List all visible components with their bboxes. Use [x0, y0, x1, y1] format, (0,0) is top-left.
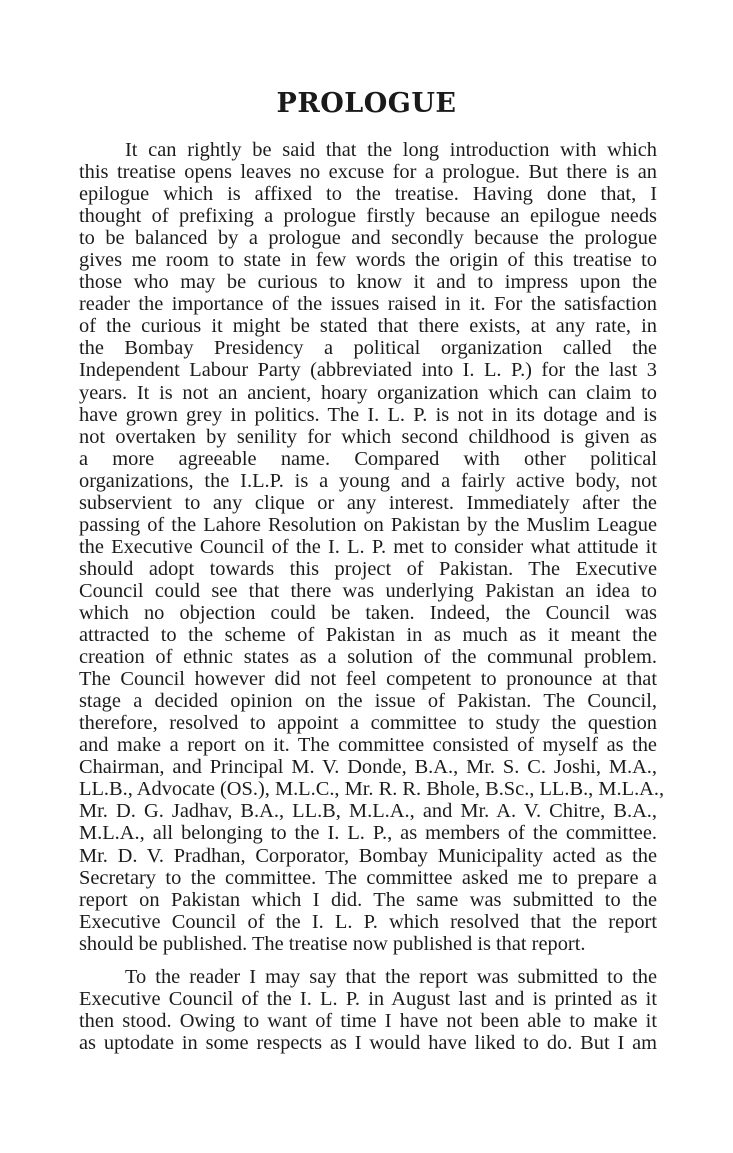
text-line: To the reader I may say that the report was submitted to the: [125, 966, 657, 988]
text-line: Council could see that there was underlying Pakistan an idea to: [79, 579, 657, 602]
text-line: the Bombay Presidency a political organization called the: [79, 337, 657, 360]
text-line: should adopt towards this project of Pakistan. The Executive: [79, 557, 657, 580]
text-line: a more agreeable name. Compared with other political: [79, 447, 657, 470]
text-line: therefore, resolved to appoint a committee to study the question: [79, 712, 657, 735]
text-line: to be balanced by a prologue and secondly because the prologue: [79, 227, 657, 250]
text-line: Independent Labour Party (abbreviated into I. L. P.) for the last 3: [79, 359, 657, 382]
text-line: then stood. Owing to want of time I have not been able to make it: [79, 1010, 657, 1033]
text-line: this treatise opens leaves no excuse for a prologue. But there is an: [79, 161, 657, 184]
text-line: report on Pakistan which I did. The same was submitted to the: [79, 888, 657, 911]
text-line: of the curious it might be stated that there exists, at any rate, in: [79, 315, 657, 338]
text-line: stage a decided opinion on the issue of Pakistan. The Council,: [79, 690, 657, 713]
text-line: The Council however did not feel competent to pronounce at that: [79, 668, 657, 691]
text-line: epilogue which is affixed to the treatise. Having done that, I: [79, 183, 657, 206]
text-line: thought of prefixing a prologue firstly because an epilogue needs: [79, 205, 657, 228]
text-line: those who may be curious to know it and to impress upon the: [79, 271, 657, 294]
text-line: the Executive Council of the I. L. P. met to consider what attitude it: [79, 535, 657, 558]
text-line: M.L.A., all belonging to the I. L. P., as members of the committee.: [79, 822, 657, 845]
text-line: LL.B., Advocate (OS.), M.L.C., Mr. R. R. Bhole, B.Sc., LL.B., M.L.A.,: [79, 778, 665, 801]
text-line: Executive Council of the I. L. P. which resolved that the report: [79, 910, 657, 933]
text-line: Secretary to the committee. The committee asked me to prepare a: [79, 866, 657, 889]
text-line: years. It is not an ancient, hoary organization which can claim to: [79, 381, 657, 404]
text-line: as uptodate in some respects as I would have liked to do. But I am: [79, 1032, 657, 1055]
text-line: Executive Council of the I. L. P. in August last and is printed as it: [79, 988, 657, 1011]
text-line: Chairman, and Principal M. V. Donde, B.A., Mr. S. C. Joshi, M.A.,: [79, 756, 657, 779]
paragraph-note-to-reader: [79, 966, 657, 1054]
text-line: subservient to any clique or any interest. Immediately after the: [79, 491, 657, 514]
text-line: have grown grey in politics. The I. L. P. is not in its dotage and is: [79, 403, 657, 426]
text-line: passing of the Lahore Resolution on Pakistan by the Muslim League: [79, 513, 657, 536]
text-line: reader the importance of the issues raised in it. For the satisfaction: [79, 293, 657, 316]
page-title: PROLOGUE: [276, 88, 457, 119]
text-line: gives me room to state in few words the origin of this treatise to: [79, 249, 657, 272]
text-line: It can rightly be said that the long introduction with which: [125, 139, 657, 161]
text-line: should be published. The treatise now published is that report.: [79, 932, 586, 955]
text-line: which no objection could be taken. Indeed, the Council was: [79, 601, 657, 624]
text-line: attracted to the scheme of Pakistan in as much as it meant the: [79, 624, 657, 647]
text-line: creation of ethnic states as a solution of the communal problem.: [79, 646, 657, 669]
text-line: Mr. D. G. Jadhav, B.A., LL.B, M.L.A., and Mr. A. V. Chitre, B.A.,: [79, 800, 657, 823]
text-line: organizations, the I.L.P. is a young and a fairly active body, not: [79, 469, 657, 492]
paragraph-origin: [79, 139, 665, 955]
text-line: not overtaken by senility for which second childhood is given as: [79, 425, 657, 448]
text-line: Mr. D. V. Pradhan, Corporator, Bombay Municipality acted as the: [79, 844, 657, 867]
text-line: and make a report on it. The committee consisted of myself as the: [79, 734, 657, 757]
